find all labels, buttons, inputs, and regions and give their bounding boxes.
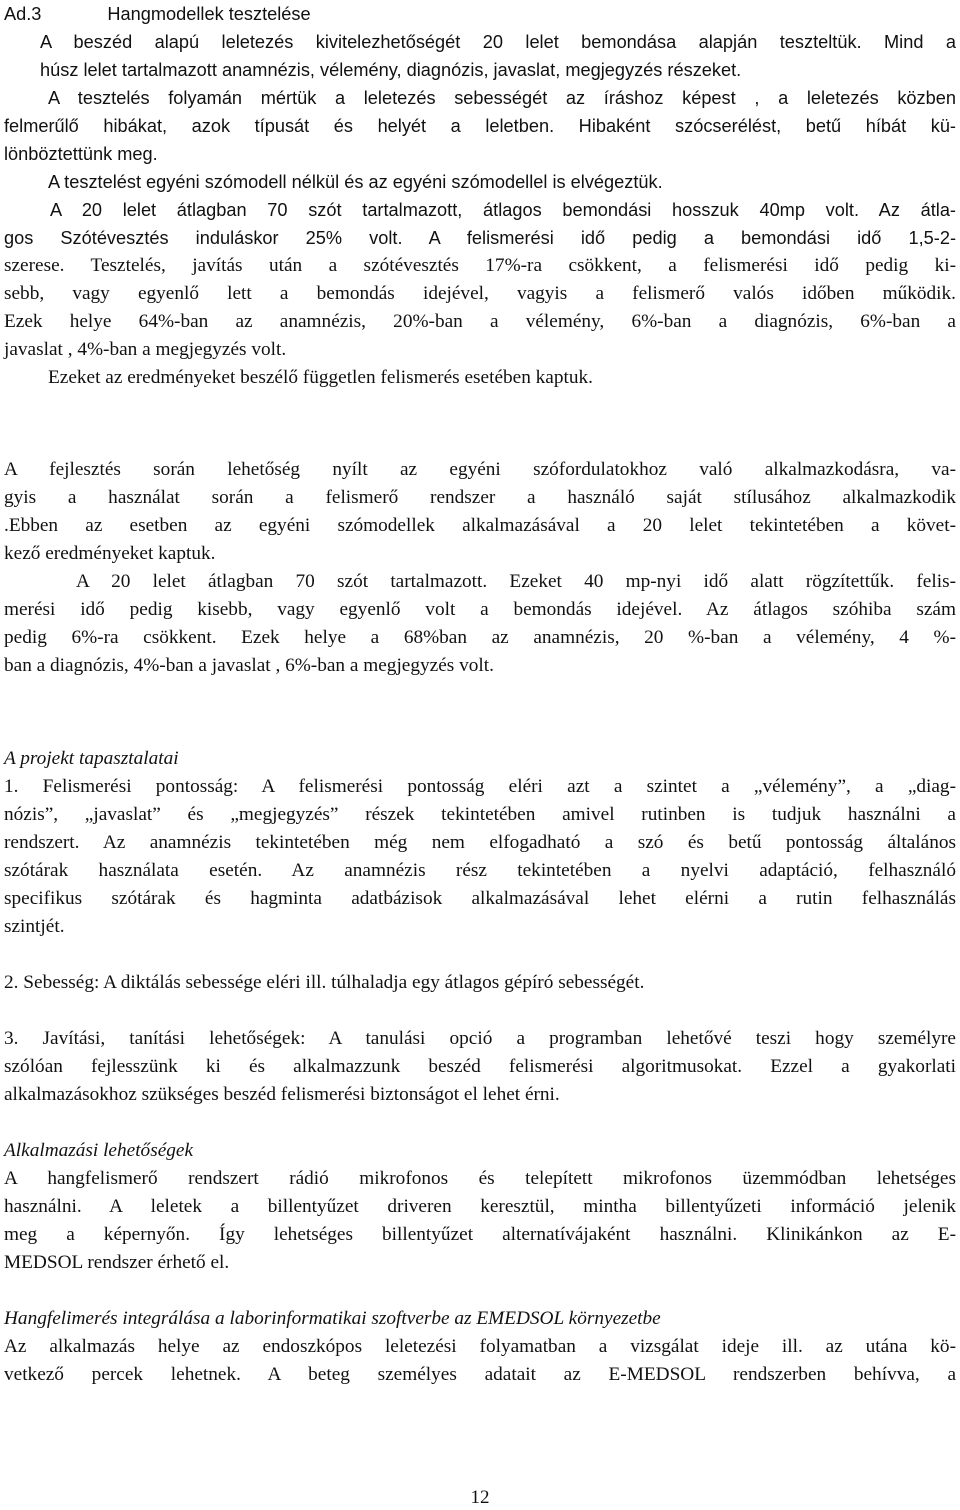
block1-line: javaslat , 4%-ban a megjegyzés volt. — [4, 339, 287, 360]
page-number: 12 — [470, 1487, 490, 1508]
block2-line: merési idő pedig kisebb, vagy egyenlő volt a bemondás idejével. Az átlagos szóhiba szám — [4, 599, 956, 620]
block1-line: A tesztelést egyéni szómodell nélkül és az egyéni szómodellel is elvégeztük. — [48, 172, 663, 192]
applications-line: A hangfelismerő rendszert rádió mikrofonos és telepített mikrofonos üzemmódban lehetséges — [4, 1168, 956, 1189]
experience-item3-line: 3. Javítási, tanítási lehetőségek: A tanulási opció a programban lehetővé teszi hogy személyre — [4, 1028, 956, 1049]
section-heading — [4, 0, 956, 28]
experience-item3-line: alkalmazásokhoz szükséges beszéd felismerési biztonságot el lehet érni. — [4, 1084, 560, 1105]
experience-item1-line: rendszert. Az anamnézis tekintetében még nem elfogadható a szó és betű pontosság általános — [4, 832, 956, 853]
block2-line: gyis a használat során a felismerő rendszer a használó saját stílusához alkalmazkodik — [4, 487, 956, 508]
experience-item3-line: szólóan fejlesszünk ki és alkalmazzunk beszéd felismerési algoritmusokat. Ezzel a gyakorlati — [4, 1056, 956, 1077]
block2-line: kező eredményeket kaptuk. — [4, 543, 216, 564]
block1-line: Ezeket az eredményeket beszélő független felismerés esetében kaptuk. — [48, 367, 593, 388]
integration-heading: Hangfelimerés integrálása a laborinformatikai szoftverbe az EMEDSOL környezetbe — [4, 1308, 661, 1329]
section-number: Ad.3 — [4, 4, 42, 24]
block1-line: A 20 lelet átlagban 70 szót tartalmazott, átlagos bemondási hosszuk 40mp volt. Az átla- — [50, 200, 956, 220]
experience-item2: 2. Sebesség: A diktálás sebessége eléri ill. túlhaladja egy átlagos gépíró sebességét. — [4, 972, 645, 993]
block2-line: ban a diagnózis, 4%-ban a javaslat , 6%-ban a megjegyzés volt. — [4, 655, 494, 676]
block2-line: .Ebben az esetben az egyéni szómodellek alkalmazásával a 20 lelet tekintetében a követ- — [4, 515, 956, 536]
experience-item1-line: specifikus szótárak és hagminta adatbázisok alkalmazásával lehet elérni a rutin felhasználás — [4, 888, 956, 909]
block2-line: A 20 lelet átlagban 70 szót tartalmazott. Ezeket 40 mp-nyi idő alatt rögzítettűk. felis- — [76, 571, 956, 592]
block1-line: A beszéd alapú leletezés kivitelezhetőségét 20 lelet bemondása alapján teszteltük. Mind a — [40, 32, 956, 52]
applications-line: MEDSOL rendszer érhető el. — [4, 1252, 230, 1273]
integration-line: Az alkalmazás helye az endoszkópos leletezési folyamatban a vizsgálat ideje ill. az utána kö- — [4, 1336, 956, 1357]
experience-item1-line: 1. Felismerési pontosság: A felismerési pontosság eléri azt a szintet a „vélemény”, a „diag- — [4, 776, 956, 797]
section-title: Hangmodellek tesztelése — [107, 4, 311, 24]
block1-line: lönböztettünk meg. — [4, 144, 158, 164]
block1-line: gos Szótévesztés induláskor 25% volt. A felismerési idő pedig a bemondási idő 1,5-2- — [4, 228, 956, 248]
integration-line: vetkező percek lehetnek. A beteg személyes adatait az E-MEDSOL rendszerben behívva, a — [4, 1364, 956, 1385]
block1-line: szerese. Tesztelés, javítás után a szótévesztés 17%-ra csökkent, a felismerési idő pedig ki- — [4, 255, 956, 276]
applications-heading: Alkalmazási lehetőségek — [4, 1140, 194, 1161]
applications-line: meg a képernyőn. Így lehetséges billentyűzet alternatívájaként használni. Klinikánkon az E- — [4, 1224, 956, 1245]
experience-item1-line: szótárak használata esetén. Az anamnézis rész tekintetében a nyelvi adaptáció, felhasználó — [4, 860, 956, 881]
block2-line: A fejlesztés során lehetőség nyílt az egyéni szófordulatokhoz való alkalmazkodásra, va- — [4, 459, 956, 480]
block1-line: húsz lelet tartalmazott anamnézis, vélemény, diagnózis, javaslat, megjegyzés részeket. — [40, 60, 742, 80]
experience-heading: A projekt tapasztalatai — [4, 748, 179, 769]
applications-line: használni. A leletek a billentyűzet driveren keresztül, mintha billentyűzeti információ jelenik — [4, 1196, 956, 1217]
experience-item1-line: szintjét. — [4, 916, 65, 937]
block1-line: felmerűlő hibákat, azok típusát és helyét a leletben. Hibaként szócserélést, betű híbát kü- — [4, 116, 956, 136]
block2-line: pedig 6%-ra csökkent. Ezek helye a 68%ban az anamnézis, 20 %-ban a vélemény, 4 %- — [4, 627, 956, 648]
block1-line: Ezek helye 64%-ban az anamnézis, 20%-ban a vélemény, 6%-ban a diagnózis, 6%-ban a — [4, 311, 956, 332]
experience-item1-line: nózis”, „javaslat” és „megjegyzés” részek tekintetében amivel rutinben is tudjuk használni a — [4, 804, 956, 825]
block1-line: sebb, vagy egyenlő lett a bemondás idejével, vagyis a felismerő valós időben működik. — [4, 283, 956, 304]
block1-line: A tesztelés folyamán mértük a leletezés sebességét az íráshoz képest , a leletezés közben — [48, 88, 956, 108]
